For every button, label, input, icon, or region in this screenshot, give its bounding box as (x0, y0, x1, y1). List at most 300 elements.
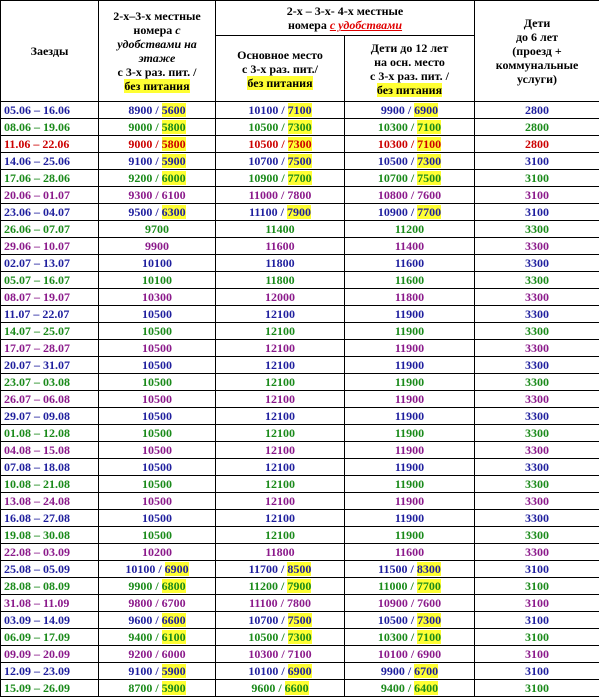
cell-main-place-no-meals-value: 6900 (288, 664, 312, 678)
cell-main-place-no-meals-value: 7300 (288, 120, 312, 134)
cell-dates: 11.06 – 22.06 (1, 136, 99, 153)
cell-floor-value: 9000 (128, 137, 152, 151)
cell-main-place (216, 544, 345, 561)
cell-kids6: 3100 (475, 204, 599, 221)
cell-main-place-value: 12100 (265, 358, 295, 372)
cell-kids12-value: 9900 (381, 664, 405, 678)
cell-dates: 14.06 – 25.06 (1, 153, 99, 170)
table-row (1, 612, 599, 629)
cell-floor-no-meals-value: 5600 (162, 103, 186, 117)
cell-kids12-no-meals-value: 8300 (417, 562, 441, 576)
cell-floor-no-meals-value: 6300 (162, 205, 186, 219)
cell-kids12 (345, 255, 475, 272)
table-row (1, 340, 599, 357)
cell-main-place-value: 11700 (249, 562, 278, 576)
cell-main-place-value: 11800 (265, 256, 294, 270)
header-floor-line2-italic: с (175, 23, 180, 37)
cell-kids12-value: 11900 (395, 324, 424, 338)
cell-main-place-value: 11200 (249, 579, 278, 593)
cell-kids6: 3300 (475, 544, 599, 561)
cell-kids6: 3300 (475, 391, 599, 408)
header-suite-line1: 2-х – 3-х- 4-х местные (287, 4, 403, 18)
cell-kids12: 10300 / 7100 (345, 136, 475, 153)
cell-dates: 11.07 – 22.07 (1, 306, 99, 323)
cell-kids12: 11500 / 8300 (345, 561, 475, 578)
cell-main-place: 10900 / 7700 (216, 170, 345, 187)
cell-floor-value: 9800 (128, 596, 152, 610)
cell-main-place: 11700 / 8500 (216, 561, 345, 578)
cell-kids12-value: 11900 (395, 477, 424, 491)
cell-floor (99, 493, 216, 510)
header-floor-line2: номера (133, 23, 175, 37)
cell-dates: 19.08 – 30.08 (1, 527, 99, 544)
cell-main-place-value: 12100 (265, 324, 295, 338)
cell-kids12-value: 11600 (395, 256, 424, 270)
table-row (1, 476, 599, 493)
cell-kids6: 3300 (475, 459, 599, 476)
cell-floor: 9300 / 6100 (99, 187, 216, 204)
cell-floor: 9000 / 5800 (99, 119, 216, 136)
cell-dates: 26.07 – 06.08 (1, 391, 99, 408)
cell-kids12: 10300 / 7100 (345, 119, 475, 136)
cell-floor-value: 10500 (142, 409, 172, 423)
cell-floor-value: 8900 (128, 103, 152, 117)
cell-floor-no-meals-value: 5800 (162, 137, 186, 151)
cell-kids12-value: 10300 (378, 630, 408, 644)
cell-kids12-value: 10500 (378, 154, 408, 168)
cell-floor (99, 238, 216, 255)
cell-dates: 02.07 – 13.07 (1, 255, 99, 272)
cell-kids12-no-meals-value: 6900 (414, 103, 438, 117)
cell-main-place-value: 12100 (265, 477, 295, 491)
cell-main-place-value: 10100 (248, 664, 278, 678)
header-dates-label: Заезды (31, 44, 69, 58)
cell-floor-value: 10500 (142, 443, 172, 457)
table-row (1, 425, 599, 442)
cell-kids6: 3300 (475, 306, 599, 323)
cell-floor (99, 544, 216, 561)
header-suite-line2: номера (288, 18, 330, 32)
table-row (1, 629, 599, 646)
cell-main-place: 11000 / 7800 (216, 187, 345, 204)
header-main-line3: без питания (247, 76, 312, 90)
cell-kids12-no-meals-value: 7700 (417, 205, 441, 219)
cell-floor (99, 323, 216, 340)
cell-kids12-value: 10900 (378, 205, 408, 219)
cell-main-place: 11200 / 7900 (216, 578, 345, 595)
cell-floor-value: 10500 (142, 324, 172, 338)
cell-kids12-no-meals-value: 6700 (414, 664, 438, 678)
cell-dates: 25.08 – 05.09 (1, 561, 99, 578)
cell-floor (99, 289, 216, 306)
cell-kids12-no-meals-value: 7700 (417, 579, 441, 593)
cell-floor: 8900 / 5600 (99, 102, 216, 119)
cell-dates: 08.06 – 19.06 (1, 119, 99, 136)
cell-dates: 06.09 – 17.09 (1, 629, 99, 646)
cell-main-place: 10700 / 7500 (216, 153, 345, 170)
cell-main-place-no-meals-value: 7900 (287, 579, 311, 593)
cell-kids6: 2800 (475, 119, 599, 136)
cell-floor-value: 10500 (142, 358, 172, 372)
header-floor-rooms (99, 1, 216, 102)
cell-kids6: 3300 (475, 374, 599, 391)
cell-kids12-value: 11900 (395, 426, 424, 440)
cell-kids12-value: 11900 (395, 511, 424, 525)
cell-main-place: 10100 / 7100 (216, 102, 345, 119)
cell-floor: 9400 / 6100 (99, 629, 216, 646)
cell-dates: 09.09 – 20.09 (1, 646, 99, 663)
table-row (1, 680, 599, 697)
cell-floor (99, 527, 216, 544)
table-row (1, 442, 599, 459)
cell-kids12-no-meals-value: 7300 (417, 613, 441, 627)
cell-floor-value: 9500 (128, 205, 152, 219)
cell-main-place-value: 12100 (265, 375, 295, 389)
table-row (1, 272, 599, 289)
cell-floor: 9900 / 6800 (99, 578, 216, 595)
table-row (1, 221, 599, 238)
table-row (1, 578, 599, 595)
table-row (1, 527, 599, 544)
cell-main-place (216, 323, 345, 340)
cell-kids12-no-meals-value: 7100 (417, 137, 441, 151)
cell-main-place-no-meals-value: 7100 (288, 103, 312, 117)
cell-floor: 8700 / 5900 (99, 680, 216, 697)
cell-main-place (216, 476, 345, 493)
cell-kids12-no-meals-value: 7600 (417, 596, 441, 610)
cell-floor-value: 9100 (128, 154, 152, 168)
cell-kids6: 3100 (475, 612, 599, 629)
header-kids6-line2: до 6 лет (516, 30, 558, 44)
cell-main-place-value: 12000 (265, 290, 295, 304)
cell-kids6: 3300 (475, 323, 599, 340)
cell-kids6: 3300 (475, 340, 599, 357)
cell-main-place-value: 10500 (248, 120, 278, 134)
cell-main-place: 10700 / 7500 (216, 612, 345, 629)
table-row (1, 663, 599, 680)
cell-dates: 01.08 – 12.08 (1, 425, 99, 442)
cell-floor (99, 340, 216, 357)
cell-main-place (216, 493, 345, 510)
cell-floor (99, 510, 216, 527)
cell-kids12 (345, 357, 475, 374)
cell-main-place: 10500 / 7300 (216, 629, 345, 646)
table-row (1, 408, 599, 425)
cell-main-place (216, 272, 345, 289)
cell-main-place (216, 510, 345, 527)
cell-kids12-value: 11500 (378, 562, 407, 576)
cell-kids12-value: 11400 (395, 239, 424, 253)
cell-floor (99, 272, 216, 289)
cell-kids12: 10900 / 7700 (345, 204, 475, 221)
table-row (1, 323, 599, 340)
cell-main-place-value: 10100 (248, 103, 278, 117)
cell-floor-no-meals-value: 5800 (162, 120, 186, 134)
table-row (1, 391, 599, 408)
cell-main-place-value: 10500 (248, 137, 278, 151)
cell-main-place: 11100 / 7900 (216, 204, 345, 221)
cell-floor-no-meals-value: 6700 (162, 596, 186, 610)
header-kids6-line4: коммунальные (496, 58, 579, 72)
cell-floor-no-meals-value: 5900 (162, 154, 186, 168)
cell-floor: 9200 / 6000 (99, 646, 216, 663)
header-kids12-line1: Дети до 12 лет (371, 41, 449, 55)
cell-kids6: 3100 (475, 663, 599, 680)
cell-floor (99, 255, 216, 272)
table-row (1, 136, 599, 153)
cell-kids12: 10500 / 7300 (345, 612, 475, 629)
cell-kids12-no-meals-value: 6400 (414, 681, 438, 695)
cell-floor-value: 10500 (142, 392, 172, 406)
cell-kids12 (345, 306, 475, 323)
header-main-place (216, 36, 345, 102)
cell-floor-no-meals-value: 6100 (162, 188, 186, 202)
cell-floor-no-meals-value: 6000 (162, 647, 186, 661)
cell-kids6: 3100 (475, 561, 599, 578)
cell-kids12 (345, 425, 475, 442)
cell-main-place: 11100 / 7800 (216, 595, 345, 612)
table-row (1, 204, 599, 221)
cell-main-place-value: 12100 (265, 528, 295, 542)
cell-floor (99, 374, 216, 391)
cell-kids12 (345, 272, 475, 289)
cell-floor-value: 9100 (128, 664, 152, 678)
cell-kids12-value: 11200 (395, 222, 424, 236)
cell-floor-value: 10500 (142, 375, 172, 389)
cell-main-place: 10500 / 7300 (216, 136, 345, 153)
cell-kids12-value: 11600 (395, 545, 424, 559)
cell-kids12-value: 10100 (378, 647, 408, 661)
cell-main-place-no-meals-value: 7500 (288, 154, 312, 168)
cell-kids12-no-meals-value: 6900 (417, 647, 441, 661)
header-kids6-line5: услуги) (517, 72, 557, 86)
cell-floor (99, 306, 216, 323)
table-row (1, 170, 599, 187)
cell-main-place-value: 11100 (249, 596, 278, 610)
cell-main-place-value: 12100 (265, 426, 295, 440)
cell-main-place: 10500 / 7300 (216, 119, 345, 136)
cell-dates: 28.08 – 08.09 (1, 578, 99, 595)
cell-floor (99, 476, 216, 493)
cell-dates: 17.07 – 28.07 (1, 340, 99, 357)
cell-kids12 (345, 289, 475, 306)
cell-kids6: 3300 (475, 408, 599, 425)
cell-dates: 23.07 – 03.08 (1, 374, 99, 391)
cell-kids12 (345, 459, 475, 476)
header-main-line1: Основное место (237, 48, 323, 62)
cell-kids12 (345, 493, 475, 510)
cell-floor: 9600 / 6600 (99, 612, 216, 629)
cell-kids6: 3300 (475, 238, 599, 255)
cell-main-place-value: 12100 (265, 443, 295, 457)
cell-kids6: 3300 (475, 221, 599, 238)
cell-dates: 03.09 – 14.09 (1, 612, 99, 629)
cell-dates: 05.06 – 16.06 (1, 102, 99, 119)
cell-dates: 05.07 – 16.07 (1, 272, 99, 289)
cell-kids6: 3300 (475, 255, 599, 272)
table-row (1, 493, 599, 510)
cell-floor-no-meals-value: 6900 (165, 562, 189, 576)
cell-floor: 9100 / 5900 (99, 663, 216, 680)
header-floor-line5: с 3-х раз. пит. / (118, 65, 197, 79)
cell-kids12-no-meals-value: 7100 (417, 630, 441, 644)
cell-kids6: 3100 (475, 578, 599, 595)
cell-kids6: 3100 (475, 646, 599, 663)
cell-kids12 (345, 391, 475, 408)
cell-main-place: 10100 / 6900 (216, 663, 345, 680)
cell-floor (99, 442, 216, 459)
cell-floor-value: 10500 (142, 477, 172, 491)
header-floor-line3: удобствами на (117, 37, 197, 51)
cell-floor: 9800 / 6700 (99, 595, 216, 612)
cell-main-place-no-meals-value: 7500 (288, 613, 312, 627)
cell-floor-value: 9900 (145, 239, 169, 253)
header-main-line2: с 3-х раз. пит./ (242, 62, 318, 76)
cell-kids12: 10800 / 7600 (345, 187, 475, 204)
cell-kids12-value: 9400 (381, 681, 405, 695)
cell-kids12-value: 11900 (395, 307, 424, 321)
cell-kids12-value: 11900 (395, 409, 424, 423)
header-row-1 (1, 1, 599, 36)
cell-floor (99, 408, 216, 425)
cell-floor-no-meals-value: 5900 (162, 681, 186, 695)
cell-kids12 (345, 442, 475, 459)
cell-main-place-no-meals-value: 7900 (287, 205, 311, 219)
cell-kids12 (345, 544, 475, 561)
header-dates (1, 1, 99, 102)
cell-kids6: 3300 (475, 510, 599, 527)
cell-main-place (216, 425, 345, 442)
cell-kids12 (345, 323, 475, 340)
cell-kids6: 3300 (475, 493, 599, 510)
cell-kids6: 3300 (475, 442, 599, 459)
cell-kids12-value: 11900 (395, 392, 424, 406)
cell-main-place-value: 9600 (251, 681, 275, 695)
cell-floor-no-meals-value: 5900 (162, 664, 186, 678)
cell-floor-value: 10500 (142, 460, 172, 474)
cell-dates: 13.08 – 24.08 (1, 493, 99, 510)
cell-main-place-no-meals-value: 7700 (288, 171, 312, 185)
cell-main-place (216, 357, 345, 374)
cell-main-place-no-meals-value: 6600 (285, 681, 309, 695)
cell-main-place-value: 11800 (265, 273, 294, 287)
cell-floor-value: 10500 (142, 511, 172, 525)
header-kids6 (475, 1, 599, 102)
cell-kids12 (345, 476, 475, 493)
cell-kids12 (345, 408, 475, 425)
cell-main-place-value: 10900 (248, 171, 278, 185)
cell-kids12: 10300 / 7100 (345, 629, 475, 646)
cell-main-place-value: 12100 (265, 307, 295, 321)
cell-main-place-value: 12100 (265, 409, 295, 423)
cell-floor-value: 10100 (142, 273, 172, 287)
header-kids6-line3: (проезд + (512, 44, 561, 58)
cell-kids6: 3100 (475, 187, 599, 204)
header-floor-line4: этаже (139, 51, 176, 65)
cell-floor-value: 10100 (142, 256, 172, 270)
header-kids12 (345, 36, 475, 102)
cell-kids12-no-meals-value: 7600 (417, 188, 441, 202)
cell-floor: 9200 / 6000 (99, 170, 216, 187)
table-row (1, 306, 599, 323)
cell-kids12-value: 10800 (378, 188, 408, 202)
cell-dates: 10.08 – 21.08 (1, 476, 99, 493)
cell-floor-value: 9300 (128, 188, 152, 202)
cell-kids6: 3100 (475, 629, 599, 646)
cell-floor (99, 221, 216, 238)
cell-kids6: 3100 (475, 680, 599, 697)
price-rows (1, 102, 599, 697)
cell-kids6: 3100 (475, 595, 599, 612)
cell-dates: 12.09 – 23.09 (1, 663, 99, 680)
cell-kids12-value: 11900 (395, 494, 424, 508)
cell-kids12 (345, 527, 475, 544)
cell-floor: 10100 / 6900 (99, 561, 216, 578)
cell-kids12-value: 11000 (378, 579, 407, 593)
cell-kids12-value: 11900 (395, 375, 424, 389)
cell-floor-no-meals-value: 6100 (162, 630, 186, 644)
cell-kids12 (345, 221, 475, 238)
table-row (1, 119, 599, 136)
cell-dates: 31.08 – 11.09 (1, 595, 99, 612)
cell-main-place (216, 391, 345, 408)
table-row (1, 374, 599, 391)
table-row (1, 544, 599, 561)
cell-main-place-no-meals-value: 7300 (288, 137, 312, 151)
cell-main-place (216, 306, 345, 323)
cell-floor-no-meals-value: 6800 (162, 579, 186, 593)
cell-floor-value: 9700 (145, 222, 169, 236)
header-kids6-line1: Дети (524, 16, 551, 30)
header-suite-line2-red: с удобствами (330, 18, 402, 32)
cell-main-place-no-meals-value: 7300 (288, 630, 312, 644)
cell-main-place-value: 11400 (265, 222, 294, 236)
cell-kids12: 10900 / 7600 (345, 595, 475, 612)
cell-dates: 16.08 – 27.08 (1, 510, 99, 527)
cell-main-place (216, 289, 345, 306)
cell-kids6: 2800 (475, 102, 599, 119)
cell-kids12: 10500 / 7300 (345, 153, 475, 170)
cell-main-place: 9600 / 6600 (216, 680, 345, 697)
cell-kids12-value: 11900 (395, 528, 424, 542)
header-floor-line6: без питания (124, 79, 189, 93)
cell-floor-value: 8700 (128, 681, 152, 695)
cell-main-place-no-meals-value: 7100 (288, 647, 312, 661)
cell-main-place (216, 238, 345, 255)
cell-floor-value: 9200 (128, 647, 152, 661)
cell-floor-value: 10500 (142, 426, 172, 440)
cell-floor (99, 459, 216, 476)
cell-dates: 07.08 – 18.08 (1, 459, 99, 476)
cell-dates: 23.06 – 04.07 (1, 204, 99, 221)
cell-kids12-value: 10300 (378, 120, 408, 134)
cell-main-place (216, 442, 345, 459)
cell-main-place (216, 221, 345, 238)
cell-main-place-value: 12100 (265, 460, 295, 474)
cell-floor: 9000 / 5800 (99, 136, 216, 153)
cell-floor: 9100 / 5900 (99, 153, 216, 170)
cell-main-place (216, 527, 345, 544)
cell-dates: 22.08 – 03.09 (1, 544, 99, 561)
cell-kids12-value: 9900 (381, 103, 405, 117)
cell-floor-value: 9600 (128, 613, 152, 627)
cell-main-place (216, 255, 345, 272)
cell-main-place-no-meals-value: 8500 (287, 562, 311, 576)
cell-kids12-value: 11800 (395, 290, 424, 304)
cell-kids12: 9900 / 6900 (345, 102, 475, 119)
cell-kids12-value: 11900 (395, 443, 424, 457)
header-suite-group (216, 1, 475, 36)
